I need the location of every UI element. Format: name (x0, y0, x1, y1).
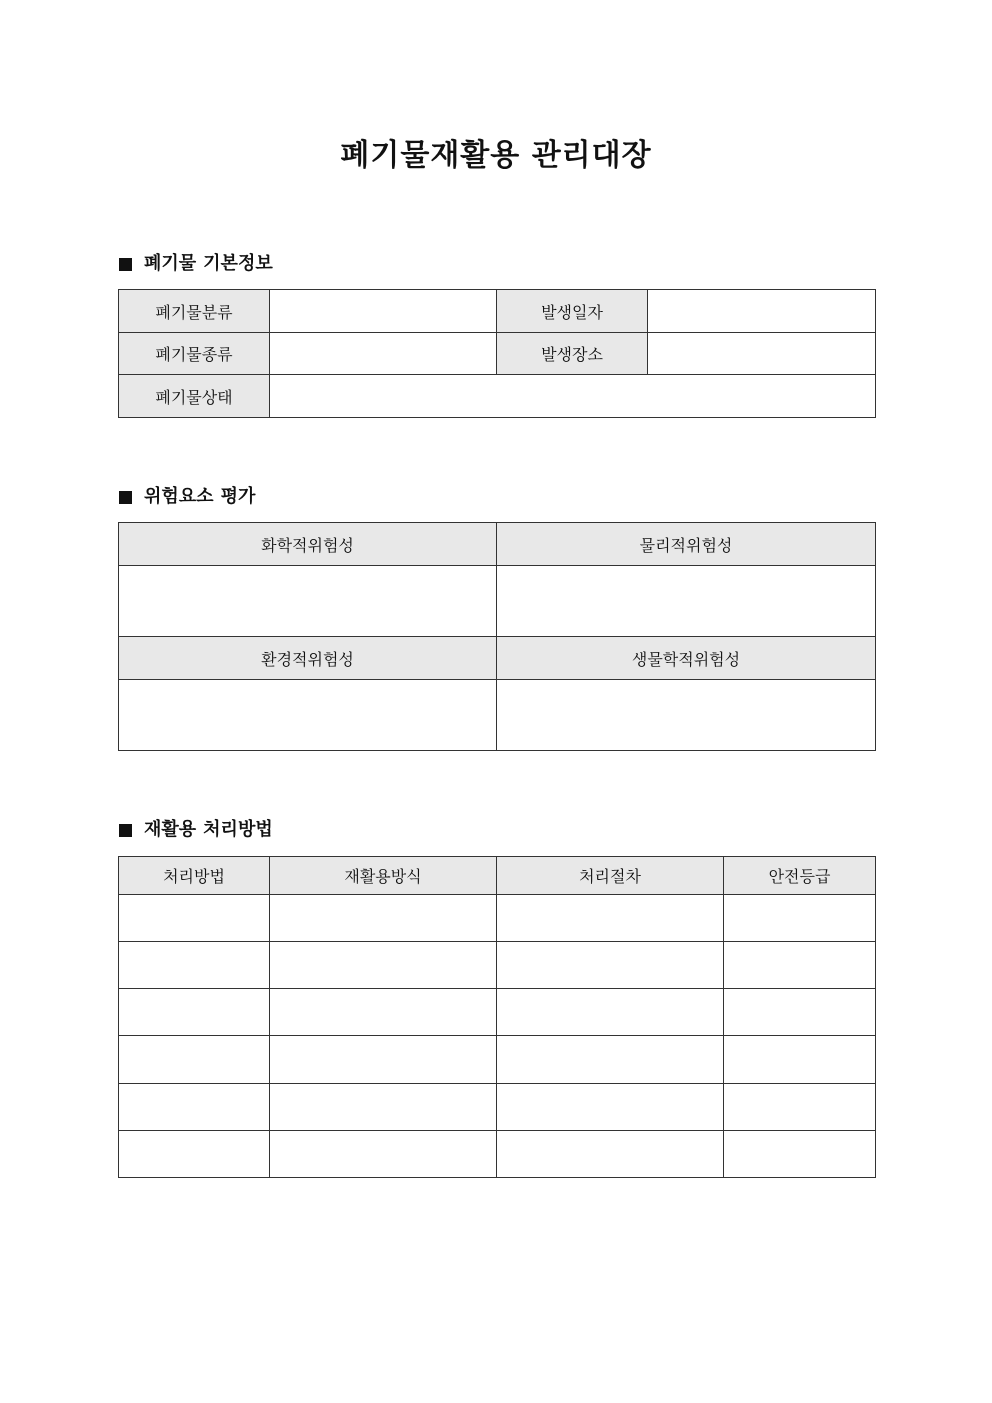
column-header-procedure: 처리절차 (497, 857, 724, 895)
header-chemical-risk: 화학적위험성 (119, 523, 497, 566)
column-header-recycling-type: 재활용방식 (270, 857, 497, 895)
table-cell[interactable] (724, 1084, 876, 1131)
table-cell[interactable] (270, 895, 497, 942)
header-physical-risk: 물리적위험성 (497, 523, 876, 566)
section-heading-risk (119, 485, 255, 509)
table-cell[interactable] (497, 1036, 724, 1084)
table-row (119, 895, 876, 942)
square-bullet-icon (119, 258, 132, 271)
section-heading-word: 재활용 (144, 819, 197, 840)
section-heading-word: 폐기물 (144, 253, 197, 274)
table-cell[interactable] (119, 1084, 270, 1131)
section-heading-word: 기본정보 (203, 253, 273, 274)
recycling-table (118, 856, 876, 1178)
square-bullet-icon (119, 824, 132, 837)
table-row (119, 1131, 876, 1178)
field-occurrence-date[interactable] (648, 290, 876, 333)
table-cell[interactable] (119, 1036, 270, 1084)
table-cell[interactable] (270, 1131, 497, 1178)
table-row (119, 1084, 876, 1131)
risk-table (118, 522, 876, 751)
column-header-method: 처리방법 (119, 857, 270, 895)
section-heading-word: 처리방법 (203, 819, 273, 840)
field-biological-risk[interactable] (497, 680, 876, 751)
header-environmental-risk: 환경적위험성 (119, 637, 497, 680)
table-cell[interactable] (497, 895, 724, 942)
table-cell[interactable] (270, 1084, 497, 1131)
section-heading-basic-info (119, 252, 273, 276)
column-header-safety-grade: 안전등급 (724, 857, 876, 895)
label-waste-category: 폐기물분류 (119, 290, 270, 333)
basic-info-table (118, 289, 876, 418)
table-cell[interactable] (119, 942, 270, 989)
table-row (119, 989, 876, 1036)
field-waste-state[interactable] (270, 375, 876, 418)
table-cell[interactable] (497, 1084, 724, 1131)
table-cell[interactable] (497, 942, 724, 989)
label-occurrence-location: 발생장소 (497, 333, 648, 375)
field-chemical-risk[interactable] (119, 566, 497, 637)
section-heading-recycling (119, 818, 273, 842)
table-row (119, 942, 876, 989)
table-cell[interactable] (724, 1131, 876, 1178)
table-cell[interactable] (270, 1036, 497, 1084)
table-cell[interactable] (497, 989, 724, 1036)
table-cell[interactable] (497, 1131, 724, 1178)
field-physical-risk[interactable] (497, 566, 876, 637)
page-title: 폐기물재활용 관리대장 (340, 138, 652, 173)
label-waste-type: 폐기물종류 (119, 333, 270, 375)
section-heading-word: 위험요소 (144, 486, 214, 507)
label-occurrence-date: 발생일자 (497, 290, 648, 333)
table-row (119, 1036, 876, 1084)
table-cell[interactable] (119, 1131, 270, 1178)
label-waste-state: 폐기물상태 (119, 375, 270, 418)
field-waste-category[interactable] (270, 290, 497, 333)
square-bullet-icon (119, 491, 132, 504)
field-waste-type[interactable] (270, 333, 497, 375)
table-cell[interactable] (119, 989, 270, 1036)
table-cell[interactable] (724, 895, 876, 942)
table-cell[interactable] (119, 895, 270, 942)
table-cell[interactable] (270, 989, 497, 1036)
field-environmental-risk[interactable] (119, 680, 497, 751)
field-occurrence-location[interactable] (648, 333, 876, 375)
header-biological-risk: 생물학적위험성 (497, 637, 876, 680)
table-cell[interactable] (270, 942, 497, 989)
table-cell[interactable] (724, 989, 876, 1036)
table-cell[interactable] (724, 942, 876, 989)
section-heading-word: 평가 (220, 486, 256, 507)
table-cell[interactable] (724, 1036, 876, 1084)
